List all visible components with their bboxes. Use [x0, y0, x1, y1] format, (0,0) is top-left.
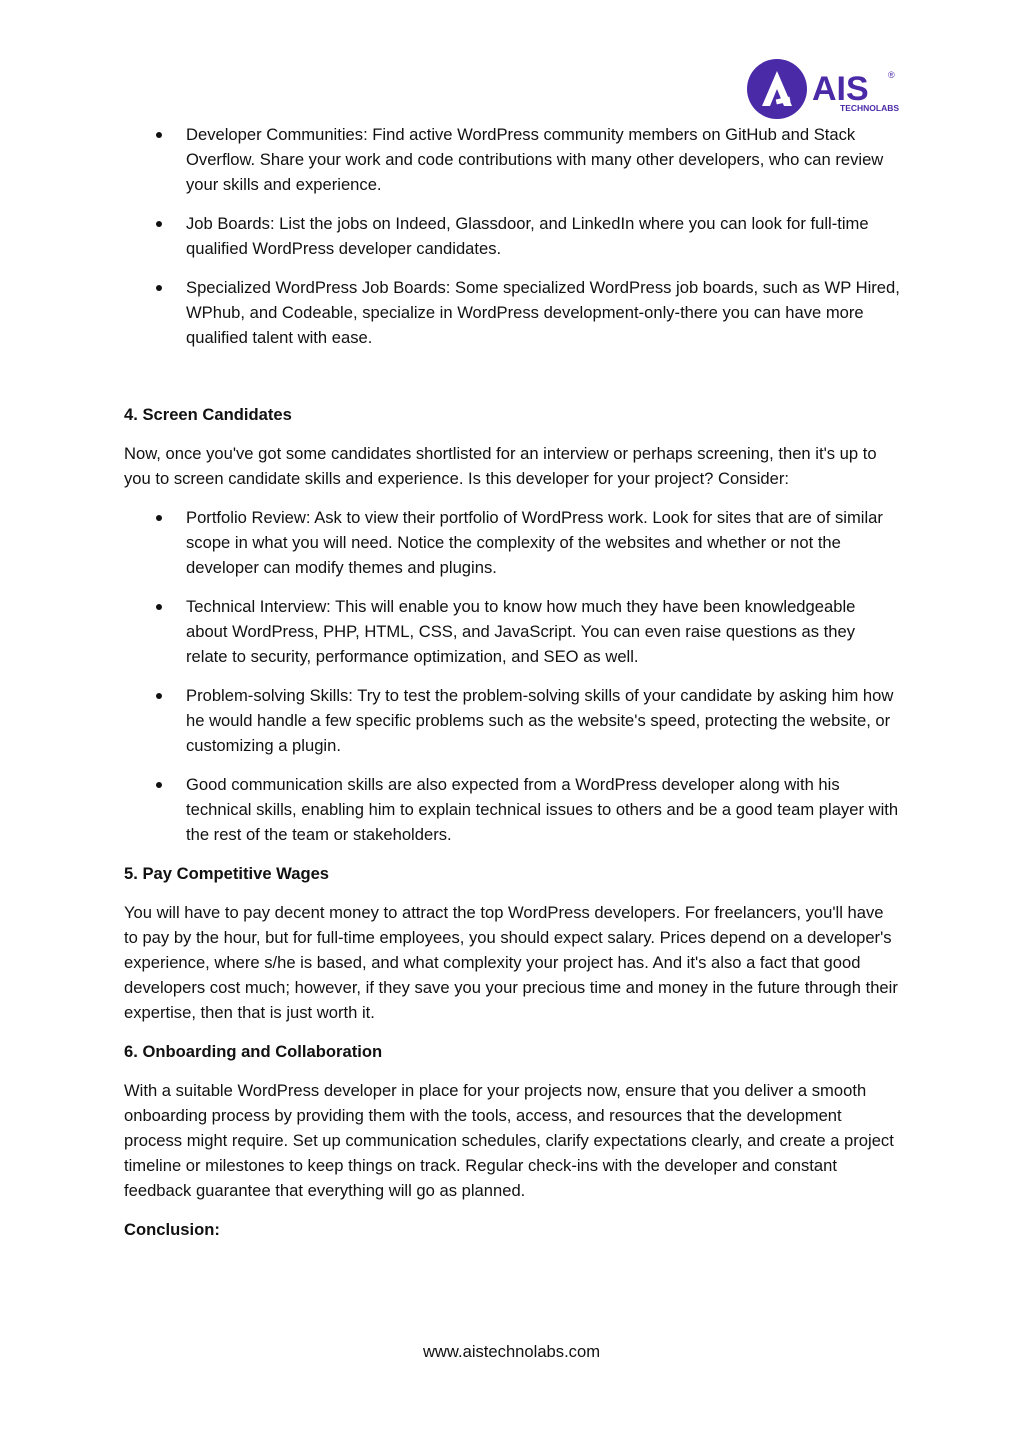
list-item: Technical Interview: This will enable you to know how much they have been knowledgeable about WordPress, PHP, HTML, CSS, and JavaScript. You can even raise questions as they relate to security, performance optimization, and SEO as well.: [124, 594, 900, 669]
list-item: Job Boards: List the jobs on Indeed, Glassdoor, and LinkedIn where you can look for full-time qualified WordPress developer candidates.: [124, 211, 900, 261]
section-heading: 4. Screen Candidates: [124, 405, 292, 424]
section-heading: 6. Onboarding and Collaboration: [124, 1042, 383, 1061]
footer-url: www.aistechnolabs.com: [422, 1342, 601, 1361]
paragraph: With a suitable WordPress developer in place for your projects now, ensure that you deliver a smooth onboarding process by providing them with the tools, access, and resources that the development process might require. Set up communication schedules, clarify expectations clearly, and create a project timeline or milestones to keep things on track. Regular check-ins with the developer and constant feedback guarantee that everything will go as planned.: [124, 1081, 894, 1200]
list-item: Good communication skills are also expected from a WordPress developer along with his technical skills, enabling him to explain technical issues to others and be a good team player with the rest of the team or stakeholders.: [124, 772, 900, 847]
list-item: Developer Communities: Find active WordPress community members on GitHub and Stack Overflow. Share your work and code contributions with many other developers, who can review your skills and experience.: [124, 122, 900, 197]
logo-reg-mark: ®: [888, 70, 895, 80]
logo-main-text: AIS: [812, 70, 869, 108]
document-body: [124, 122, 900, 1256]
ais-technolabs-logo: [746, 58, 906, 122]
logo-sub-text: TECHNOLABS: [840, 103, 900, 113]
conclusion-heading: Conclusion:: [124, 1220, 220, 1239]
paragraph: You will have to pay decent money to attract the top WordPress developers. For freelancers, you'll have to pay by the hour, but for full-time employees, you should expect salary. Prices depend on a developer's experience, where s/he is based, and what complexity your project has. And it's also a fact that good developers cost much; however, if they save you your precious time and money in the future through their expertise, then that is just worth it.: [124, 903, 898, 1022]
sourcing-list: [124, 122, 900, 350]
screening-list: [124, 505, 900, 847]
list-item: Specialized WordPress Job Boards: Some specialized WordPress job boards, such as WP Hired, WPhub, and Codeable, specialize in WordPress development-only-there you can have more qualified talent with ease.: [124, 275, 900, 350]
list-item: Problem-solving Skills: Try to test the problem-solving skills of your candidate by asking him how he would handle a few specific problems such as the website's speed, protecting the website, or customizing a plugin.: [124, 683, 900, 758]
section-heading: 5. Pay Competitive Wages: [124, 864, 330, 883]
list-item: Portfolio Review: Ask to view their portfolio of WordPress work. Look for sites that are of similar scope in what you will need. Notice the complexity of the websites and whether or not the developer can modify themes and plugins.: [124, 505, 900, 580]
paragraph: Now, once you've got some candidates shortlisted for an interview or perhaps screening, then it's up to you to screen candidate skills and experience. Is this developer for your project? Consider:: [124, 444, 877, 488]
